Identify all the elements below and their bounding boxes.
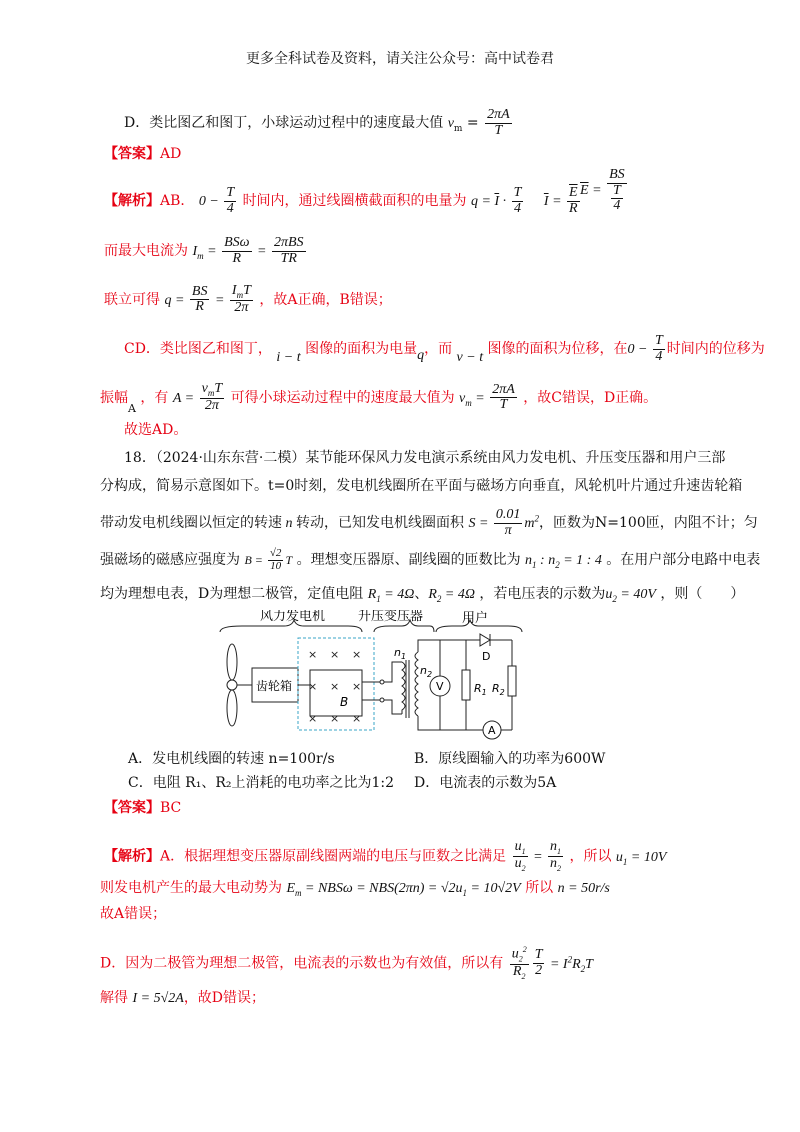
q18-option-b: B．原线圈输入的功率为600W bbox=[414, 751, 606, 767]
q18-answer-value: BC bbox=[160, 800, 182, 816]
q18-line3a: 带动发电机线圈以恒定的转速 bbox=[100, 515, 282, 532]
q18-option-c: C．电阻 R₁、R₂上消耗的电功率之比为1:2 bbox=[128, 775, 394, 791]
q18-line5: 均为理想电表，D为理想二极管，定值电阻 $R_1 = 4\Omega$、$R_2 = 4\Omega$ ，若电压表的示数为$u_2 = 40V$ ，则（ ） bbox=[100, 586, 745, 604]
q18-line5c: ，若电压表的示数为 bbox=[479, 586, 606, 602]
q18-analysis-a-text2: ，所以 bbox=[569, 848, 612, 865]
q18-analysis-d-text: D．因为二极管为理想二极管，电流表的示数也为有效值，所以有 bbox=[100, 955, 504, 972]
cd-text4: 时间内的位移为 bbox=[666, 341, 765, 358]
svg-text:n1 bbox=[394, 646, 406, 661]
q18-analysis-a: 【解析】A．根据理想变压器原副线圈两端的电压与匝数之比满足 $\frac{u_1}{u_2}$ = $\frac{n_1}{n_2}$ ，所以 $u_1 = 10V$ bbox=[104, 839, 667, 873]
svg-text:×: × bbox=[308, 648, 318, 661]
amp-result: ，故C错误，D正确。 bbox=[523, 389, 658, 406]
q17-conclusion: 故选AD。 bbox=[124, 422, 188, 438]
q18-solve: 解得 I = 5√2A，故D错误； bbox=[100, 990, 266, 1006]
svg-text:×: × bbox=[352, 648, 362, 661]
cd-text1: 图像的面积为电量 bbox=[305, 341, 418, 358]
q18-analysis-a-text: A．根据理想变压器原副线圈两端的电压与匝数之比满足 bbox=[160, 848, 507, 865]
svg-text:×: × bbox=[308, 680, 318, 693]
amp-text2: ，有 bbox=[140, 389, 169, 406]
q17-amplitude: 振幅$_A$ ，有 A = $\frac{v_mT}{2\pi}$ 可得小球运动过程中的速度最大值为 $v_m$ = $\frac{2\pi A}{T}$ ，故C错误，D正确。 bbox=[100, 381, 658, 415]
label-B: B bbox=[340, 695, 349, 709]
q18-analysis-label: 【解析】 bbox=[104, 848, 160, 865]
label-wind-gen: 风力发电机 bbox=[260, 610, 326, 624]
svg-text:n2 bbox=[420, 664, 432, 679]
label-n2: n bbox=[420, 664, 427, 677]
q17-option-d-text: D．类比图乙和图丁，小球运动过程中的速度最大值 bbox=[124, 115, 444, 132]
q18-analysis-d: D．因为二极管为理想二极管，电流表的示数也为有效值，所以有 $\frac{u_2^2}{R_2}$ $\frac{T}{2}$ = $I^2R_2T$ bbox=[100, 945, 593, 981]
q18-option-a: A．发电机线圈的转速 n=100r/s bbox=[128, 751, 335, 767]
q18-line1: 18．（2024·山东东营·二模）某节能环保风力发电演示系统由风力发电机、升压变压器和用户三部 bbox=[124, 450, 726, 466]
avg-emf-formula: $\overline{E}$ = $\frac{BS}{\frac{T}{4}}$ bbox=[580, 167, 625, 214]
svg-text:×: × bbox=[352, 712, 362, 725]
cd-prefix: CD．类比图乙和图丁， bbox=[124, 341, 272, 358]
label-user: 用户 bbox=[462, 611, 489, 626]
label-n2-sub: 2 bbox=[426, 670, 433, 679]
q18-line5d: ，则（ ） bbox=[660, 586, 745, 602]
svg-text:×: × bbox=[330, 712, 340, 725]
amp-text3: 可得小球运动过程中的速度最大值为 bbox=[230, 389, 455, 406]
answer-label: 【答案】 bbox=[104, 146, 160, 162]
circuit-diagram bbox=[212, 610, 542, 740]
turbine-icon bbox=[227, 644, 252, 726]
cd-text2: ，而 bbox=[424, 341, 453, 358]
q18-option-d: D．电流表的示数为5A bbox=[414, 775, 557, 791]
svg-text:×: × bbox=[308, 712, 318, 725]
q17-analysis-cd: CD．类比图乙和图丁， i − t 图像的面积为电量q，而 v − t 图像的面积为位移，在0 − $\frac{T}{4}$ 时间内的位移为 bbox=[124, 333, 765, 366]
svg-text:×: × bbox=[330, 648, 340, 661]
amp-a: A bbox=[128, 401, 136, 415]
diode-label: D bbox=[482, 650, 491, 663]
q18-line4a: 强磁场的磁感应强度为 bbox=[100, 552, 240, 569]
q18-line5a: 均为理想电表，D为理想二极管，定值电阻 bbox=[100, 586, 364, 602]
ammeter-label: A bbox=[488, 724, 496, 737]
amp-text: 振幅 bbox=[100, 389, 128, 406]
q18-line3c: ，匝数为N=100匝，内阻不计；匀 bbox=[539, 515, 758, 532]
ab-prefix: AB． bbox=[160, 193, 195, 210]
max-current-text: 而最大电流为 bbox=[104, 243, 188, 260]
q18-emf-text2: 所以 bbox=[525, 880, 554, 896]
page-header: 更多全科试卷及资料，请关注公众号：高中试卷君 bbox=[246, 51, 554, 67]
q17-answer bbox=[104, 144, 181, 164]
gearbox-label: 齿轮箱 bbox=[256, 679, 293, 693]
q18-line4b: 。理想变压器原、副线圈的匝数比为 bbox=[296, 552, 521, 569]
generator-coil bbox=[310, 670, 362, 716]
q18-solve-result: ，故D错误； bbox=[183, 990, 266, 1006]
q18-line5b: 、 bbox=[414, 586, 429, 602]
q18-line3b: 转动，已知发电机线圈面积 bbox=[296, 515, 464, 532]
label-transformer: 升压变压器 bbox=[358, 610, 424, 624]
q18-answer-label: 【答案】 bbox=[104, 800, 160, 816]
label-r1-sub: 1 bbox=[481, 688, 487, 697]
q18-solve-text: 解得 bbox=[100, 990, 128, 1006]
q18-a-wrong: 故A错误； bbox=[100, 906, 167, 922]
svg-text:R1 bbox=[474, 682, 487, 697]
q17-max-current: 而最大电流为 $I_m$ = $\frac{\text{BSω}}{R}$ = $\frac{\text{2πBS}}{TR}$ bbox=[104, 235, 304, 266]
answer-value: AD bbox=[160, 146, 182, 162]
svg-text:×: × bbox=[330, 680, 340, 693]
combine-text: 联立可得 bbox=[104, 291, 160, 308]
q18-line3: 带动发电机线圈以恒定的转速 n 转动，已知发电机线圈面积 S = $\frac{0.01}{\pi}$ $m^2$，匝数为N=100匝，内阻不计；匀 bbox=[100, 507, 758, 538]
svg-text:×: × bbox=[352, 680, 362, 693]
label-n1: n bbox=[394, 646, 401, 659]
q17-option-d: D．类比图乙和图丁，小球运动过程中的速度最大值 $v_m$ = $\frac{2\pi A}{T}$ bbox=[124, 107, 510, 138]
resistor-r2 bbox=[508, 666, 516, 696]
q18-emf-text: 则发电机产生的最大电动势为 bbox=[100, 880, 282, 896]
q17-analysis-ab: 【解析】AB． 0 − $\frac{T}{4}$ 时间内，通过线圈横截面积的电量为 $q = \overline{I}$ · $\frac{T}{4}$ $\overline{I}$ = $\frac{\overline{E}}{R}$ bbox=[104, 185, 578, 216]
q18-line4c: 。在用户部分电路中电表 bbox=[606, 552, 761, 569]
q17-combine: 联立可得 q = $\frac{BS}{R}$ = $\frac{I_mT}{2\pi}$ ，故A正确，B错误； bbox=[104, 283, 392, 316]
q18-line4: 强磁场的磁感应强度为 B = $\frac{√2}{10}$ T 。理想变压器原、副线圈的匝数比为 $n_1$ : $n_2 = 1$ : 4 。在用户部分电路中电表 bbox=[100, 547, 761, 572]
q18-emf: 则发电机产生的最大电动势为 $E_m = NBS\omega = NBS(2\pi n) = √2u_1 = 10√2V$ 所以 n = 50r/s bbox=[100, 880, 610, 898]
analysis-label: 【解析】 bbox=[104, 193, 160, 210]
svg-text:R2 bbox=[492, 682, 505, 697]
label-r2: R bbox=[492, 682, 500, 695]
q18-answer bbox=[104, 798, 181, 818]
label-r1: R bbox=[474, 682, 482, 695]
label-r2-sub: 2 bbox=[499, 688, 505, 697]
diode bbox=[480, 634, 490, 646]
ab-text: 时间内，通过线圈横截面积的电量为 bbox=[242, 193, 467, 210]
label-n1-sub: 1 bbox=[400, 652, 407, 661]
cd-text3: 图像的面积为位移，在 bbox=[487, 341, 628, 358]
voltmeter-label: V bbox=[436, 680, 444, 693]
q18-line2: 分构成，简易示意图如下。t=0时刻，发电机线圈所在平面与磁场方向垂直，风轮机叶片通过升速齿轮箱 bbox=[100, 478, 743, 494]
combine-result: ，故A正确，B错误； bbox=[259, 291, 392, 308]
resistor-r1 bbox=[462, 670, 470, 700]
